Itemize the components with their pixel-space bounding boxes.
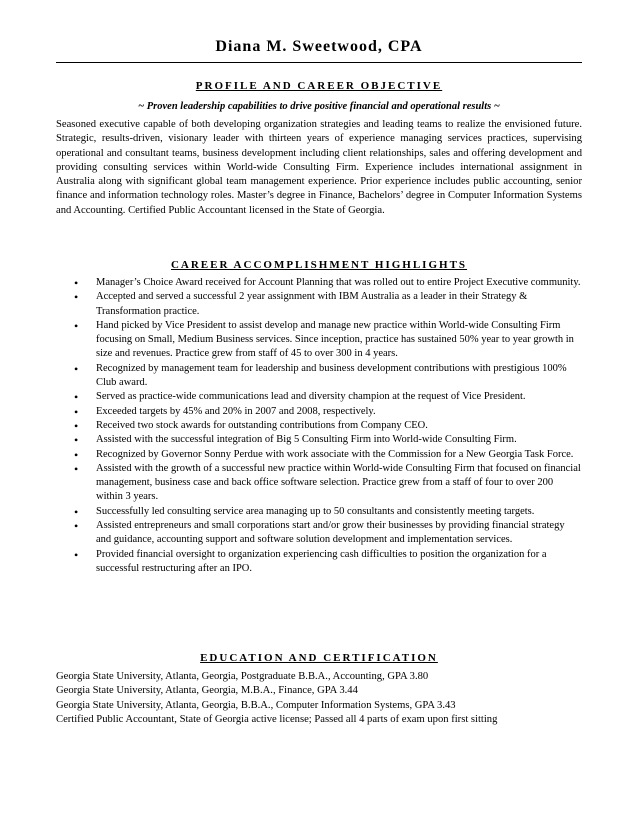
candidate-name: Diana M. Sweetwood, CPA bbox=[215, 38, 423, 55]
list-item: • Served as practice-wide communications lead and diversity champion at the request of Vice President. bbox=[56, 390, 582, 404]
profile-heading bbox=[0, 80, 638, 93]
list-item: • Assisted with the successful integration of Big 5 Consulting Firm into World-wide Consulting Firm. bbox=[56, 433, 582, 447]
profile-heading-text: PROFILE AND CAREER OBJECTIVE bbox=[195, 80, 443, 92]
list-item: • Exceeded targets by 45% and 20% in 2007 and 2008, respectively. bbox=[56, 405, 582, 419]
list-item: • Received two stock awards for outstanding contributions from Company CEO. bbox=[56, 419, 582, 433]
list-item: • Recognized by management team for leadership and business development contributions with prestigious 100% Club award. bbox=[56, 362, 582, 391]
list-item: • Assisted entrepreneurs and small corporations start and/or grow their businesses by providing financial strategy and guidance, accounting support and software solution development and implementation services. bbox=[56, 519, 582, 548]
education-list bbox=[56, 670, 582, 727]
list-item: • Hand picked by Vice President to assist develop and manage new practice within World-wide Consulting Firm focusing on Small, Medium Business services. Since inception, practice has sustained 50% year to year growth in size and revenues. Practice grew from staff of 45 to over 300 in 4 years. bbox=[56, 319, 582, 362]
list-item: • Recognized by Governor Sonny Perdue with work associate with the Commission for a New Georgia Task Force. bbox=[56, 448, 582, 462]
list-item: • Successfully led consulting service area managing up to 50 consultants and consistently meeting targets. bbox=[56, 505, 582, 519]
profile-summary: Seasoned executive capable of both developing organization strategies and leading teams to realize the envisioned future. Strategic, results-driven, visionary leader with thirteen years of experience managing services practices, supervising operational and consultant teams, business development including client relationships, sales and offering development and providing consulting services within World-wide Consulting Firm. Experience includes international assignment in Australia along with significant global team management experience. Prior experience includes public accounting, senior finance and information technology roles. Master’s degree in Finance, Bachelors’ degree in Computer Information Systems and Accounting. Certified Public Accountant licensed in the State of Georgia. bbox=[56, 119, 582, 216]
education-line: Georgia State University, Atlanta, Georgia, B.B.A., Computer Information Systems, GPA 3.43 bbox=[56, 699, 456, 711]
education-line: Georgia State University, Atlanta, Georgia, M.B.A., Finance, GPA 3.44 bbox=[56, 685, 358, 697]
highlights-heading-text: CAREER ACCOMPLISHMENT HIGHLIGHTS bbox=[170, 259, 468, 271]
education-line: Georgia State University, Atlanta, Georgia, Postgraduate B.B.A., Accounting, GPA 3.80 bbox=[56, 671, 429, 682]
list-item: • Accepted and served a successful 2 year assignment with IBM Australia as a leader in their Strategy & Transformation practice. bbox=[56, 290, 582, 319]
profile-tagline: ~ Proven leadership capabilities to drive positive financial and operational results ~ bbox=[138, 101, 500, 112]
highlights-heading bbox=[0, 259, 638, 272]
education-line: Certified Public Accountant, State of Georgia active license; Passed all 4 parts of exam upon first sitting bbox=[56, 713, 498, 725]
header-divider bbox=[56, 62, 582, 63]
list-item: • Assisted with the growth of a successful new practice within World-wide Consulting Firm that focused on financial management, business case and back office software selection. Practice grew from a staff of four to over 200 within 3 years. bbox=[56, 462, 582, 505]
education-heading-text: EDUCATION AND CERTIFICATION bbox=[200, 652, 438, 664]
education-heading bbox=[0, 652, 638, 665]
highlights-list bbox=[56, 276, 582, 576]
list-item: • Provided financial oversight to organization experiencing cash difficulties to position the organization for a successful restructuring after an IPO. bbox=[56, 548, 582, 577]
list-item: • Manager’s Choice Award received for Account Planning that was rolled out to entire Project Executive community. bbox=[56, 276, 582, 290]
